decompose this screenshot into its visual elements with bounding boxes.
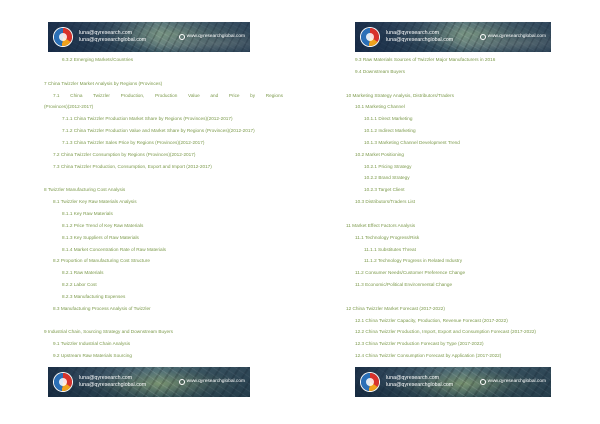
- toc-subsection: 8.2.2 Labor Cost: [62, 282, 97, 288]
- toc-section: 9.4 Downstream Buyers: [355, 68, 406, 74]
- toc-subsection: 8.1.2 Price Trend of Key Raw Materials: [62, 222, 144, 228]
- website-url: www.qyresearchglobal.com: [186, 379, 245, 384]
- website-url: www.qyresearchglobal.com: [487, 379, 546, 384]
- left-page-footer-banner: [48, 367, 250, 397]
- toc-section: 8.2 Proportion of Manufacturing Cost Structure: [53, 258, 150, 264]
- right-page-footer-banner: [355, 367, 551, 397]
- globe-icon: [179, 34, 185, 40]
- toc-section: 9.3 Raw Materials Sources of Twizzler Major Manufacturers in 2016: [355, 57, 496, 62]
- toc-section: 7.1 China Twizzler Production, Production Value and Price by Regions: [53, 92, 283, 98]
- website: [480, 34, 546, 40]
- toc-chapter: 8 Twizzler Manufacturing Cost Analysis: [44, 187, 126, 193]
- toc-chapter: 10 Marketing Strategy Analysis, Distributors/Traders: [346, 92, 454, 98]
- left-page-header-banner: [48, 22, 250, 52]
- company-logo: [54, 28, 72, 46]
- toc-subsection: 10.1.1 Direct Marketing: [364, 116, 413, 122]
- toc-subsection: 10.2.1 Pricing Strategy: [364, 163, 412, 169]
- toc-subsection: 8.1.3 Key Suppliers of Raw Materials: [62, 234, 139, 240]
- company-logo: [361, 373, 379, 391]
- toc-subsection: 7.1.2 China Twizzler Production Value and Market Share by Regions (Provinces)(2012-2017): [62, 128, 255, 134]
- toc-subsection: 7.1.1 China Twizzler Production Market Share by Regions (Provinces)(2012-2017): [62, 116, 233, 122]
- contact-emails: [386, 30, 453, 44]
- toc-section: 7.2 China Twizzler Consumption by Regions (Provinces)(2012-2017): [53, 151, 196, 157]
- company-logo: [361, 28, 379, 46]
- toc-chapter: 11 Market Effect Factors Analysis: [346, 222, 416, 228]
- globe-icon: [179, 379, 185, 385]
- toc-subsection: 11.1.2 Technology Progress in Related Industry: [364, 258, 463, 264]
- toc-chapter: 12 China Twizzler Market Forecast (2017-2022): [346, 305, 445, 311]
- toc-subsection: 8.2.3 Manufacturing Expenses: [62, 293, 126, 299]
- toc-section: 9.1 Twizzler Industrial Chain Analysis: [53, 341, 131, 347]
- website-url: www.qyresearchglobal.com: [487, 34, 546, 39]
- toc-chapter: 9 Industrial Chain, Sourcing Strategy and Downstream Buyers: [44, 329, 173, 335]
- toc-spacer: [44, 315, 289, 327]
- toc-subsection: 10.1.2 Indirect Marketing: [364, 128, 416, 134]
- toc-subsection: 10.1.3 Marketing Channel Development Trend: [364, 139, 460, 145]
- toc-subsection: 8.1.4 Market Concentration Rate of Raw Materials: [62, 246, 166, 252]
- email-address-secondary: luna@qyresearchglobal.com: [79, 382, 147, 388]
- toc-section: 10.2 Market Positioning: [355, 151, 404, 157]
- toc-section: 12.2 China Twizzler Production, Import, Export and Consumption Forecast (2017-2022): [355, 329, 536, 335]
- toc-spacer: [346, 291, 566, 303]
- globe-icon: [480, 379, 486, 385]
- toc-subsection: 10.2.2 Brand Strategy: [364, 175, 410, 181]
- toc-section: 9.2 Upstream Raw Materials Sourcing: [53, 353, 132, 359]
- email-address-primary: luna@qyresearch.com: [79, 30, 133, 36]
- email-address-primary: luna@qyresearch.com: [386, 375, 440, 381]
- toc-spacer: [44, 66, 289, 78]
- email-address-secondary: luna@qyresearchglobal.com: [386, 37, 454, 43]
- toc-spacer: [346, 78, 566, 90]
- toc-section: 12.3 China Twizzler Production Forecast by Type (2017-2022): [355, 341, 484, 347]
- toc-section: 12.1 China Twizzler Capacity, Production, Revenue Forecast (2017-2022): [355, 317, 508, 323]
- toc-subsection: 8.1.1 Key Raw Materials: [62, 210, 113, 216]
- email-address-primary: luna@qyresearch.com: [386, 30, 440, 36]
- right-page-header-banner: [355, 22, 551, 52]
- website: [480, 379, 546, 385]
- toc-spacer: [346, 208, 566, 220]
- toc-subsection: 6.3.2 Emerging Markets/Countries: [62, 57, 134, 62]
- toc-section: 11.2 Consumer Needs/Customer Preference Change: [355, 270, 466, 276]
- email-address-secondary: luna@qyresearchglobal.com: [79, 37, 147, 43]
- toc-section: 7.3 China Twizzler Production, Consumption, Export and Import (2012-2017): [53, 163, 212, 169]
- toc-section: 10.1 Marketing Channel: [355, 104, 405, 110]
- contact-emails: [79, 375, 146, 389]
- toc-subsection: 10.2.3 Target Client: [364, 187, 405, 193]
- toc-subsection: 7.1.3 China Twizzler Sales Price by Regions (Provinces)(2012-2017): [62, 139, 205, 145]
- email-address-primary: luna@qyresearch.com: [79, 375, 133, 381]
- email-address-secondary: luna@qyresearchglobal.com: [386, 382, 454, 388]
- toc-chapter: 7 China Twizzler Market Analysis by Regions (Provinces): [44, 80, 163, 86]
- website: [179, 379, 245, 385]
- toc-section: 12.4 China Twizzler Consumption Forecast by Application (2017-2022): [355, 353, 502, 359]
- toc-section: 11.1 Technology Progress/Risk: [355, 234, 420, 240]
- company-logo: [54, 373, 72, 391]
- toc-spacer: [44, 172, 289, 184]
- globe-icon: [480, 34, 486, 40]
- toc-section: 8.3 Manufacturing Process Analysis of Twizzler: [53, 305, 151, 311]
- right-page-toc: [346, 54, 566, 362]
- toc-subsection: 11.1.1 Substitutes Threat: [364, 246, 416, 252]
- toc-subsection: 8.2.1 Raw Materials: [62, 270, 104, 276]
- toc-section-continuation: (Provinces)(2012-2017): [44, 104, 94, 110]
- contact-emails: [79, 30, 146, 44]
- contact-emails: [386, 375, 453, 389]
- website-url: www.qyresearchglobal.com: [186, 34, 245, 39]
- left-page-toc: [44, 54, 289, 362]
- toc-section: 10.3 Distributors/Traders List: [355, 199, 416, 205]
- toc-section: 8.1 Twizzler Key Raw Materials Analysis: [53, 199, 137, 205]
- toc-section: 11.3 Economic/Political Environmental Change: [355, 282, 453, 288]
- website: [179, 34, 245, 40]
